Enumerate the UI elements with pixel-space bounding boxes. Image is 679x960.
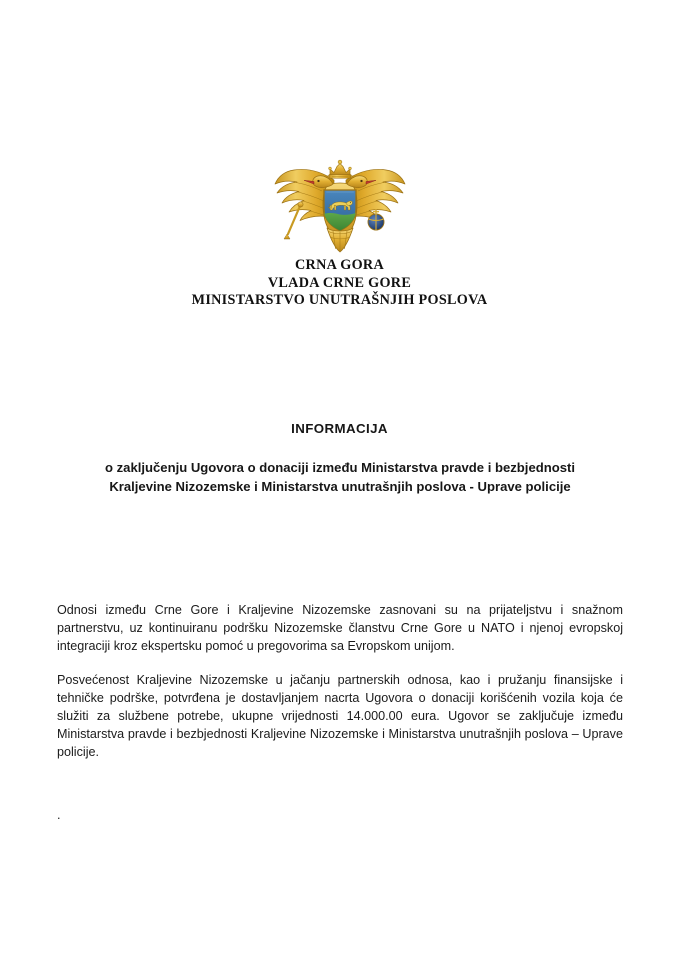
- page-title: INFORMACIJA: [291, 421, 388, 436]
- body-paragraph: Odnosi između Crne Gore i Kraljevine Nizozemske zasnovani su na prijateljstvu i snažnom partnerstvu, uz kontinuiranu podršku Nizozemske članstvu Crne Gore u NATO i njenoj evropskoj integraciji kroz ekspertsku pomoć u pregovorima sa Evropskom unijom.: [57, 603, 623, 654]
- trailing-mark: .: [57, 808, 61, 822]
- subtitle-line-2: Kraljevine Nizozemske i Ministarstva unutrašnjih poslova - Uprave policije: [109, 479, 571, 494]
- header-line-government: VLADA CRNE GORE: [267, 274, 412, 291]
- document-subtitle: [57, 458, 623, 496]
- document-body: [57, 601, 623, 762]
- montenegro-coat-of-arms-icon: [270, 158, 410, 254]
- subtitle-line-1: o zaključenju Ugovora o donaciji između Ministarstva pravde i bezbjednosti: [104, 460, 575, 475]
- institution-header: [0, 257, 679, 310]
- header-line-country: CRNA GORA: [294, 257, 384, 273]
- header-line-ministry: MINISTARSTVO UNUTRAŠNJIH POSLOVA: [191, 292, 488, 308]
- body-paragraph: Posvećenost Kraljevine Nizozemske u jačanju partnerskih odnosa, kao i pružanju finansijske i tehničke podrške, potvrđena je dostavljanjem nacrta Ugovora o donaciji korišćenih vozila koja će služiti za službene potrebe, ukupne vrijednosti 14.000.00 eura. Ugovor se zaključuje između Ministarstva pravde i bezbjednosti Kraljevine Nizozemske i Ministarstva unutrašnjih poslova – Uprave policije.: [57, 672, 623, 760]
- emblem-container: [0, 158, 679, 259]
